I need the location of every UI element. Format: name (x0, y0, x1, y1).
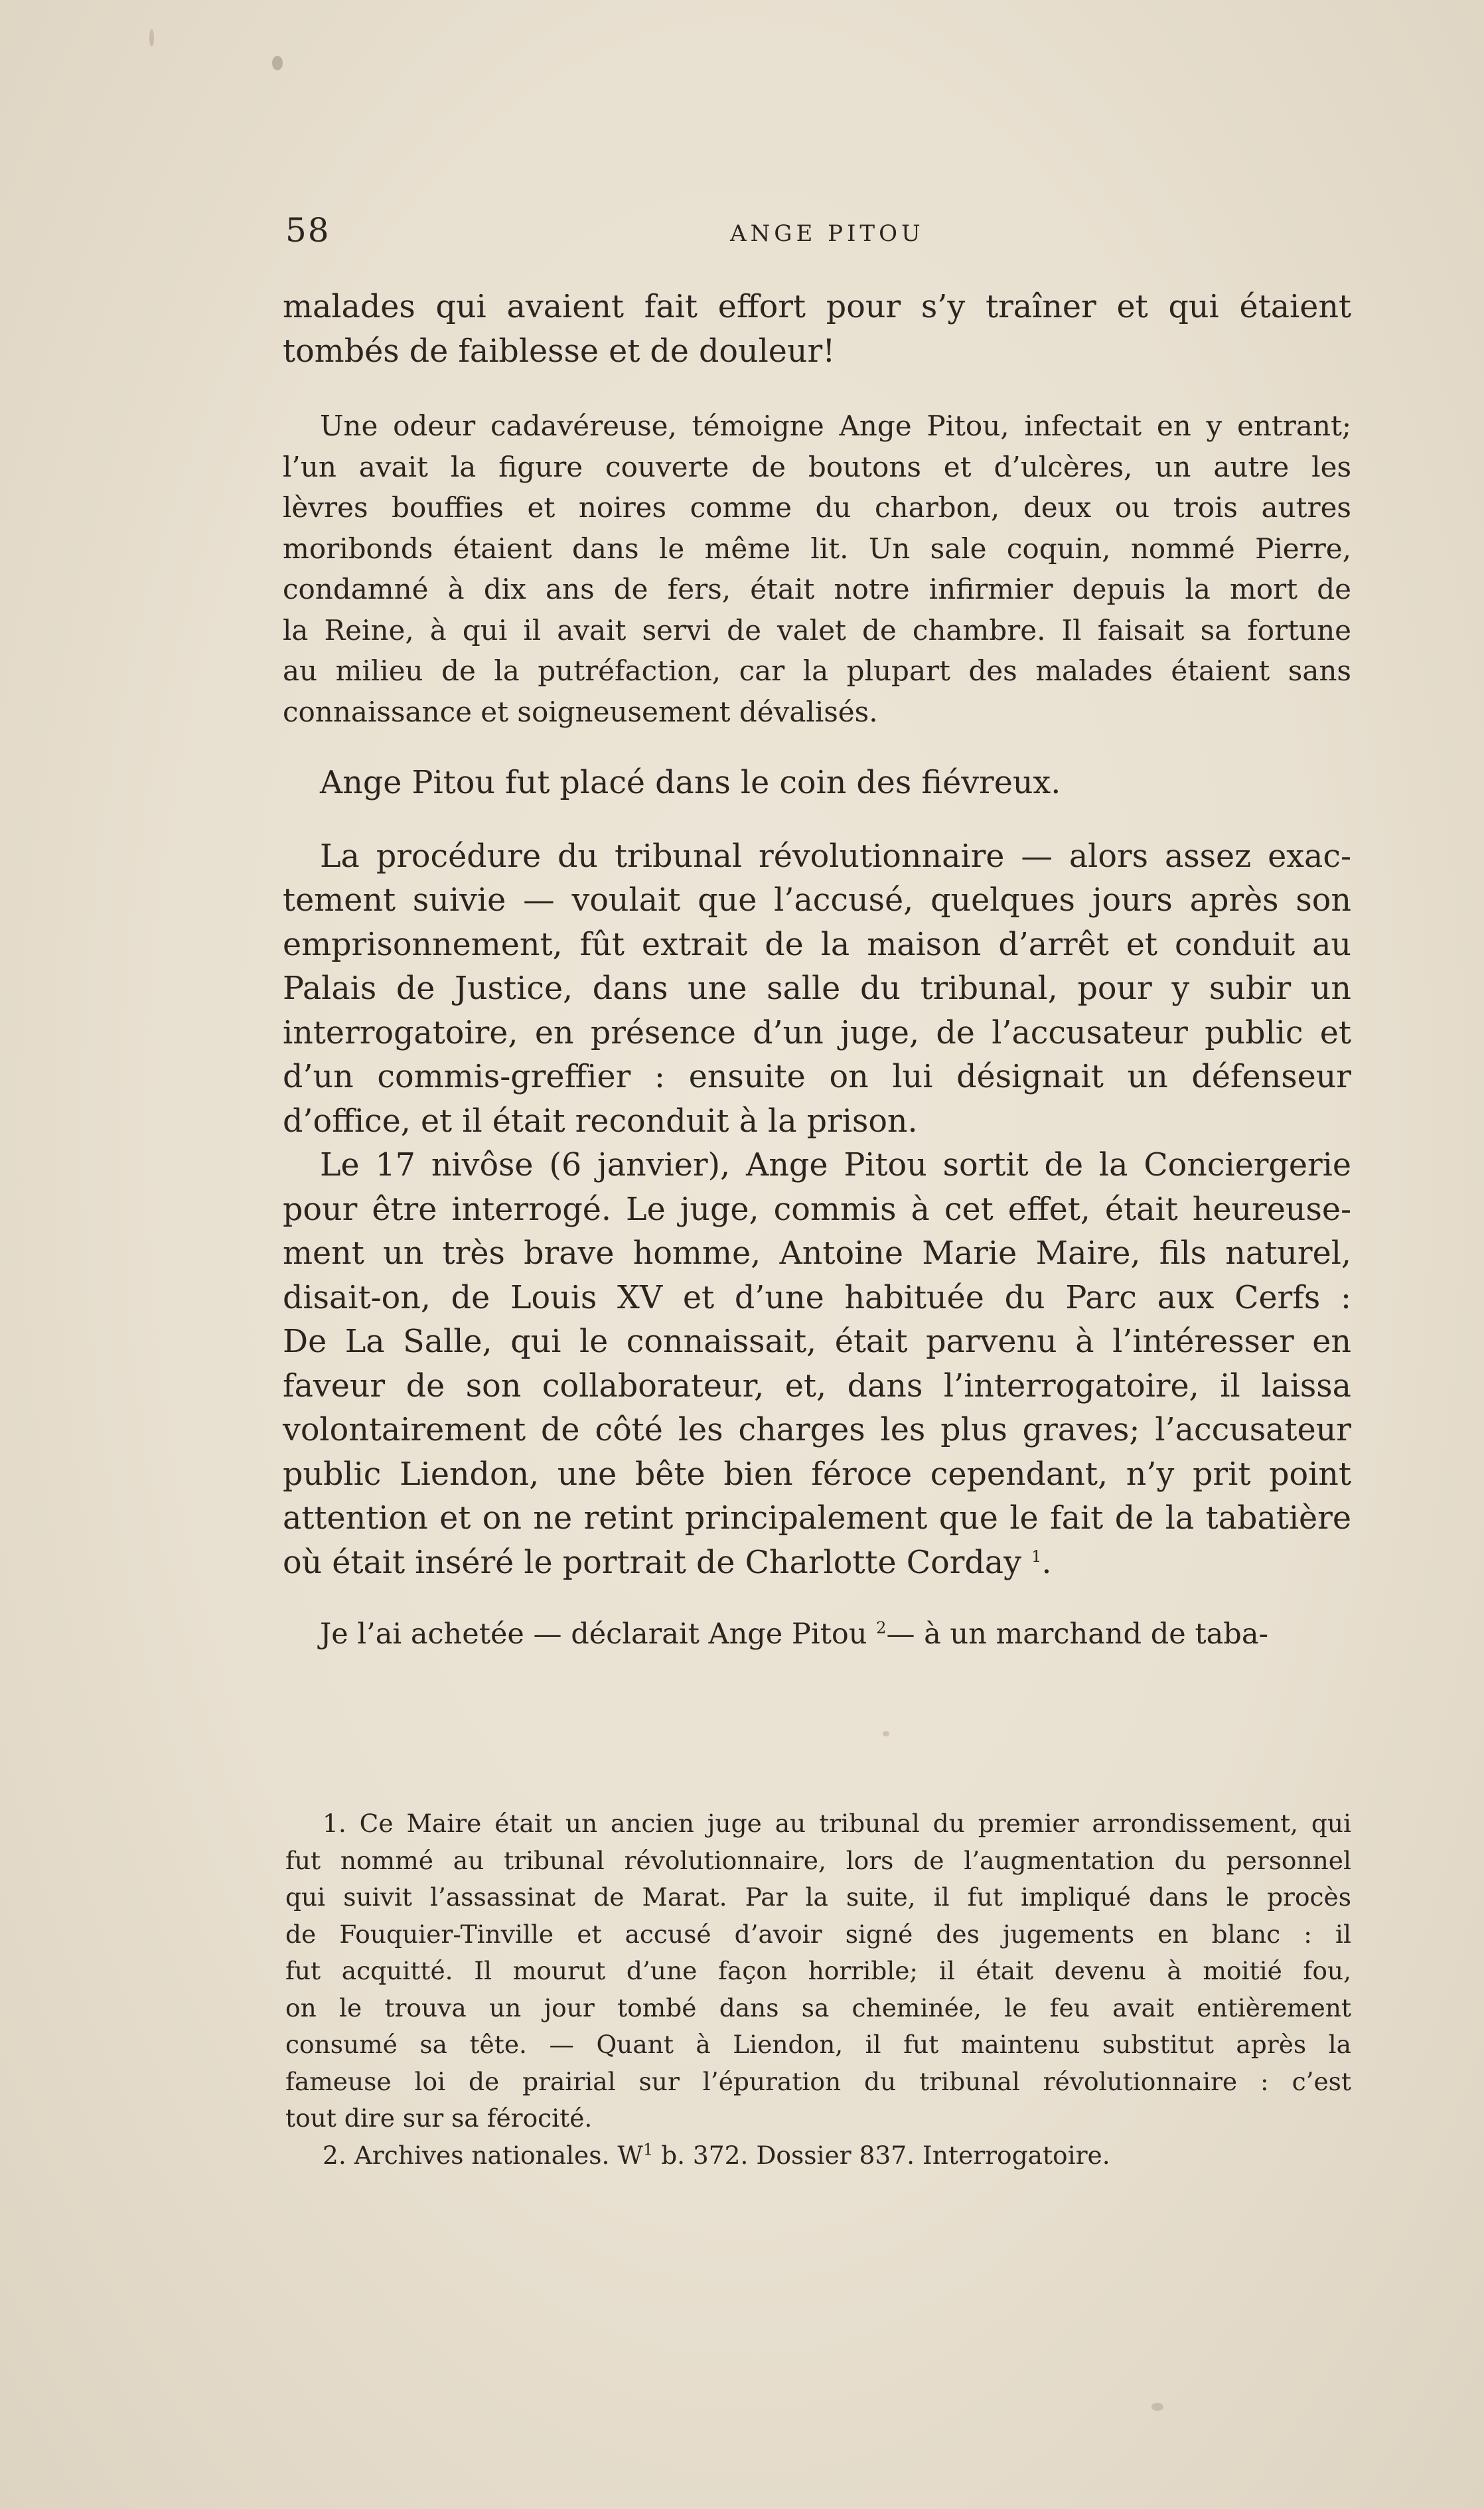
footnote-line: fameuse loi de prairial sur l’épuration du tribunal révolutionnaire : c’est (285, 2066, 1351, 2096)
text-segment: . (1041, 1544, 1052, 1581)
text-line: condamné à dix ans de fers, était notre infirmier depuis la mort de (283, 573, 1351, 605)
footnote-line: fut nommé au tribunal révolutionnaire, lors de l’augmentation du personnel (285, 1845, 1351, 1875)
text-line: pour être interrogé. Le juge, commis à cet effet, était heureuse- (283, 1191, 1351, 1228)
footnote-line: 1. Ce Maire était un ancien juge au tribunal du premier arrondissement, qui (323, 1809, 1351, 1838)
footnote-ref-2[interactable]: 2 (876, 1618, 887, 1637)
text-line: malades qui avaient fait effort pour s’y traîner et qui étaient (283, 289, 1351, 325)
text-segment: — à un marchand de taba- (886, 1618, 1268, 1651)
paper-speck (272, 56, 283, 70)
text-line: Une odeur cadavéreuse, témoigne Ange Pitou, infectait en y entrant; (320, 410, 1351, 442)
text-line: lèvres bouffies et noires comme du charbon, deux ou trois autres (283, 491, 1351, 524)
text-line (283, 1614, 1351, 1655)
text-line: moribonds étaient dans le même lit. Un sale coquin, nommé Pierre, (283, 532, 1351, 565)
text-line: Le 17 nivôse (6 janvier), Ange Pitou sortit de la Conciergerie (320, 1147, 1351, 1183)
text-line: La procédure du tribunal révolutionnaire — alors assez exac- (320, 838, 1351, 875)
text-segment: où était inséré le portrait de Charlotte Corday (283, 1544, 1021, 1581)
text-line: disait-on, de Louis XV et d’une habituée du Parc aux Cerfs : (283, 1279, 1351, 1316)
text-line: connaissance et soigneusement dévalisés. (283, 695, 878, 728)
main-text (283, 285, 1351, 1655)
running-header (285, 211, 1354, 251)
footnote-line (285, 2137, 1351, 2174)
paper-speck (1151, 2403, 1163, 2411)
paragraph (283, 835, 1351, 1144)
footnote-ref-1[interactable]: 1 (1031, 1547, 1042, 1566)
text-line: attention et on ne retint principalement que le fait de la tabatière (283, 1500, 1351, 1537)
footnote-line: tout dire sur sa férocité. (285, 2103, 593, 2133)
text-line: faveur de son collaborateur, et, dans l’interrogatoire, il laissa (283, 1367, 1351, 1405)
superscript: 1 (642, 2140, 654, 2159)
paragraph (283, 1144, 1351, 1585)
text-line: d’un commis-greffier : ensuite on lui désignait un défenseur (283, 1059, 1351, 1095)
paper-speck (883, 1731, 889, 1736)
text-line: tement suivie — voulait que l’accusé, quelques jours après son (283, 882, 1351, 919)
footnote-line: consumé sa tête. — Quant à Liendon, il fut maintenu substitut après la (285, 2030, 1351, 2059)
text-line: De La Salle, qui le connaissait, était parvenu à l’intéresser en (283, 1324, 1351, 1360)
text-line: Ange Pitou fut placé dans le coin des fiévreux. (320, 765, 1061, 801)
text-line: public Liendon, une bête bien féroce cependant, n’y prit point (283, 1456, 1351, 1493)
text-line: emprisonnement, fût extrait de la maison d’arrêt et conduit au (283, 926, 1351, 963)
footnote-line: on le trouva un jour tombé dans sa cheminée, le feu avait entièrement (285, 1993, 1351, 2022)
text-line: la Reine, à qui il avait servi de valet de chambre. Il faisait sa fortune (283, 613, 1351, 646)
footnote-line: de Fouquier-Tinville et accusé d’avoir signé des jugements en blanc : il (285, 1919, 1351, 1949)
footnotes (285, 1805, 1351, 2174)
text-line: l’un avait la figure couverte de boutons et d’ulcères, un autre les (283, 450, 1351, 483)
text-line: tombés de faiblesse et de douleur! (283, 333, 836, 370)
text-line: Palais de Justice, dans une salle du tribunal, pour y subir un (283, 970, 1351, 1007)
text-segment: 2. Archives nationales. W (323, 2140, 643, 2170)
page-number: 58 (285, 211, 331, 250)
paper-speck (149, 29, 154, 46)
footnote-line: fut acquitté. Il mourut d’une façon horrible; il était devenu à moitié fou, (285, 1956, 1351, 1985)
text-segment: Je l’ai achetée — déclarait Ange Pitou (320, 1618, 867, 1651)
quotation-block (283, 406, 1351, 732)
text-segment: b. 372. Dossier 837. Interrogatoire. (653, 2140, 1110, 2170)
footnote-line: qui suivit l’assassinat de Marat. Par la suite, il fut impliqué dans le procès (285, 1882, 1351, 1912)
running-title: ANGE PITOU (730, 220, 925, 247)
text-line: au milieu de la putréfaction, car la plupart des malades étaient sans (283, 654, 1351, 687)
text-line: d’office, et il était reconduit à la prison. (283, 1102, 918, 1140)
text-line: interrogatoire, en présence d’un juge, de l’accusateur public et (283, 1014, 1351, 1051)
text-line (283, 1541, 1351, 1586)
text-line: ment un très brave homme, Antoine Marie Maire, fils naturel, (283, 1235, 1351, 1272)
text-line: volontairement de côté les charges les plus graves; l’accusateur (283, 1412, 1351, 1448)
